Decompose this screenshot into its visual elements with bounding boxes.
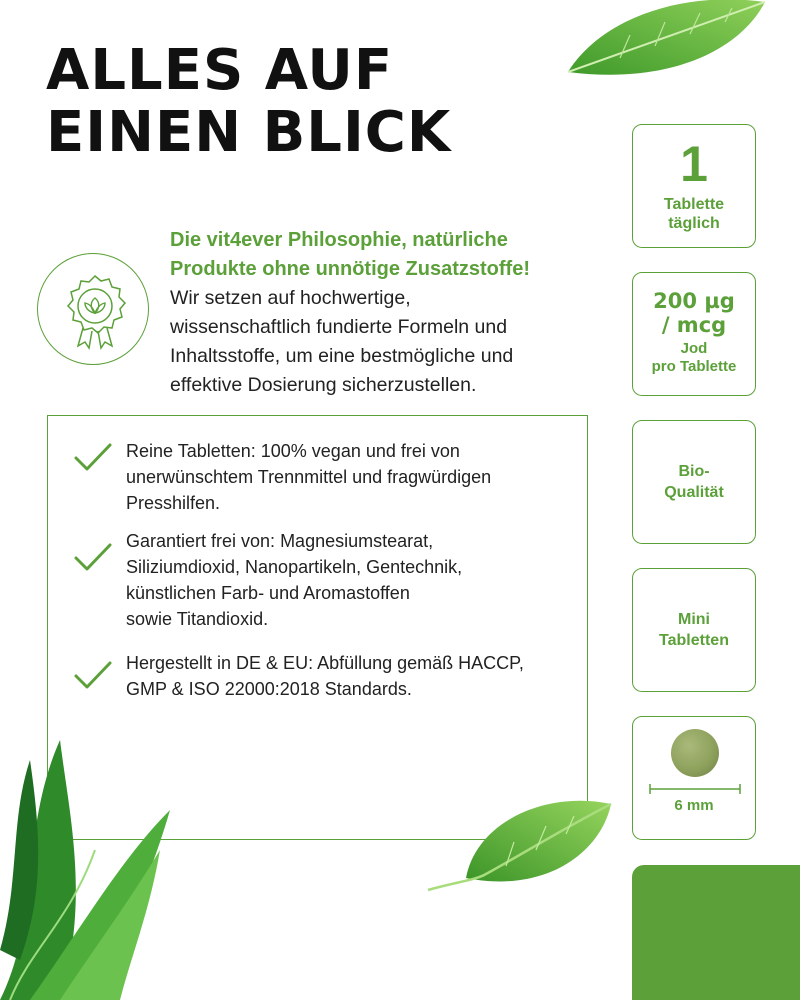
benefit-line: sowie Titandioxid.: [126, 609, 269, 629]
philosophy-body-line: effektive Dosierung sicherzustellen.: [170, 374, 477, 396]
title-line-2: EINEN BLICK: [46, 100, 452, 165]
benefit-line: Hergestellt in DE & EU: Abfüllung gemäß HACCP,: [126, 653, 524, 673]
iodine-label: [633, 340, 755, 376]
card-bio-quality: [632, 420, 756, 544]
iodine-amount-line: 200 µg: [653, 289, 735, 313]
benefit-line: Siliziumdioxid, Nanopartikeln, Gentechnik,: [126, 557, 463, 577]
philosophy-body-line: Wir setzen auf hochwertige,: [170, 287, 411, 309]
iodine-label-line: Jod: [680, 340, 708, 357]
mini-label-line: Tabletten: [659, 632, 729, 649]
tablet-size-label: 6 mm: [674, 797, 714, 814]
philosophy-heading-line: Produkte ohne unnötige Zusatzstoffe!: [170, 258, 530, 280]
page-title: [46, 40, 451, 164]
benefit-text: [126, 650, 566, 702]
philosophy-section: [170, 226, 590, 400]
benefit-text: [126, 528, 566, 632]
accent-block: [632, 865, 800, 1000]
quality-badge-icon: [37, 253, 149, 365]
philosophy-body-line: Inhaltsstoffe, um eine bestmögliche und: [170, 345, 514, 367]
benefit-line: GMP & ISO 22000:2018 Standards.: [126, 679, 412, 699]
tablet-image: [671, 729, 719, 777]
mini-label: [633, 609, 755, 651]
card-iodine: [632, 272, 756, 396]
measure-line-icon: [649, 783, 741, 795]
philosophy-body: [170, 284, 590, 400]
bio-label-line: Bio-: [678, 463, 710, 480]
benefit-line: Reine Tabletten: 100% vegan und frei von: [126, 441, 460, 461]
benefit-text: [126, 438, 566, 516]
dose-label: [633, 195, 755, 233]
benefit-line: künstlichen Farb- und Aromastoffen: [126, 583, 410, 603]
checkmark-icon: [74, 442, 112, 472]
bio-label: [633, 461, 755, 503]
iodine-amount-line: / mcg: [661, 313, 727, 337]
dose-label-line: Tablette: [663, 196, 725, 213]
plant-decoration: [0, 700, 200, 1000]
philosophy-heading: [170, 226, 590, 284]
card-tablet-size: [632, 716, 756, 840]
title-line-1: ALLES AUF: [46, 38, 394, 103]
checkmark-icon: [74, 542, 112, 572]
card-mini-tablets: [632, 568, 756, 692]
philosophy-body-line: wissenschaftlich fundierte Formeln und: [170, 316, 508, 338]
card-daily-dose: [632, 124, 756, 248]
benefit-line: unerwünschtem Trennmittel und fragwürdigen: [126, 467, 492, 487]
leaf-decoration-top: [560, 0, 780, 90]
benefit-line: Presshilfen.: [126, 493, 221, 513]
bio-label-line: Qualität: [664, 484, 724, 501]
leaf-decoration-bottom: [426, 782, 626, 902]
dose-number: 1: [680, 136, 708, 192]
philosophy-heading-line: Die vit4ever Philosophie, natürliche: [170, 229, 508, 251]
dose-label-line: täglich: [668, 215, 720, 232]
checkmark-icon: [74, 660, 112, 690]
iodine-amount: [633, 289, 755, 337]
mini-label-line: Mini: [678, 611, 710, 628]
benefit-line: Garantiert frei von: Magnesiumstearat,: [126, 531, 434, 551]
iodine-label-line: pro Tablette: [651, 358, 737, 375]
